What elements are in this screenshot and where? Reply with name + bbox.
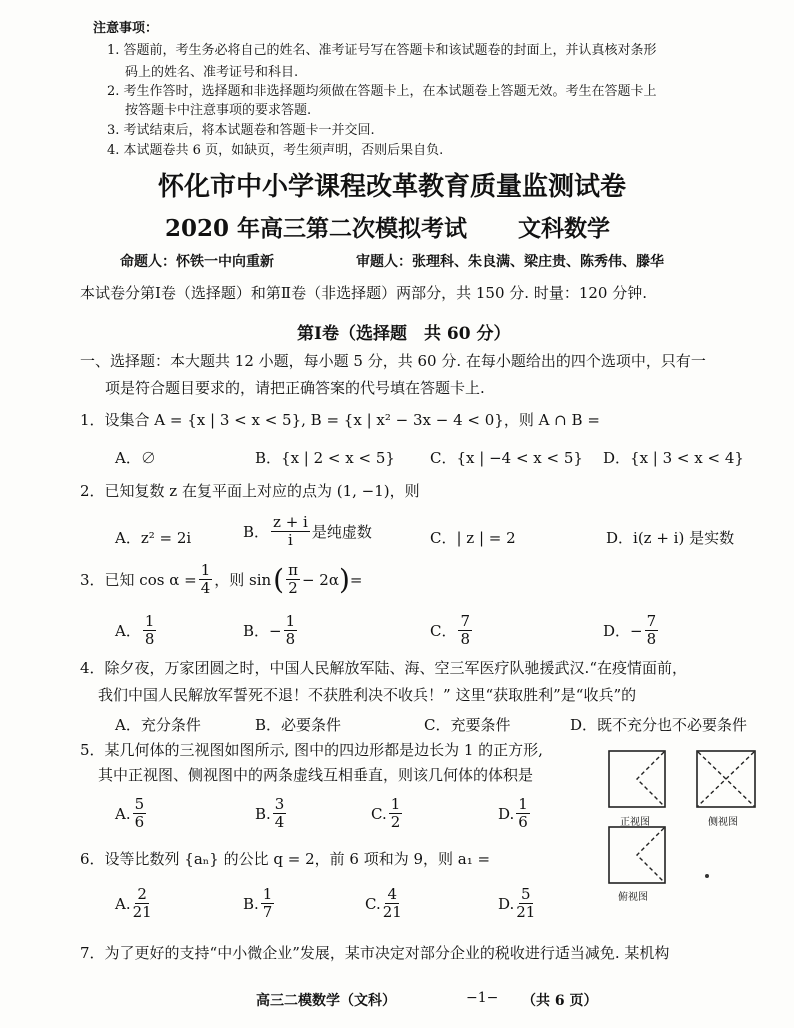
option-label: A． [115,622,141,641]
denominator: 8 [460,630,471,649]
numerator: 1 [144,612,155,630]
q4-option-d: D．既不充分也不必要条件 [570,716,748,734]
q3-post: − 2α [301,570,339,589]
q3-pi-fraction [286,562,300,598]
denominator: 6 [518,813,528,832]
option-fraction [143,613,157,649]
option-label: D. [498,894,515,913]
numerator: 2 [137,885,147,903]
reviewers: 审题人：张理科、朱良满、梁庄贵、陈秀伟、滕华 [356,254,664,270]
option-fraction [383,886,402,922]
denominator: 2 [288,579,298,598]
numerator: 5 [134,795,145,813]
q6-option-a [115,886,154,922]
side-view-label: 侧视图 [708,817,738,828]
option-label: B. [255,804,271,823]
q4-option-a: A．充分条件 [115,716,201,734]
question-1-stem: 1．设集合 A = {x | 3 < x < 5}, B = {x | x² − 3x − 4 < 0}，则 A ∩ B = [80,411,600,429]
numerator: π [288,561,298,579]
question-5-line: 5．某几何体的三视图如图所示, 图中的四边形都是边长为 1 的正方形, [80,741,543,759]
q3-option-c [430,613,474,649]
option-fraction [458,613,472,649]
denominator: 8 [144,630,155,649]
denominator: 21 [382,903,402,922]
q2-option-a: A．z² = 2i [115,529,192,547]
q1-option-a: A．∅ [115,449,156,467]
option-fraction [516,886,535,922]
option-label: D．− [603,622,643,641]
question-3-stem [80,562,363,598]
numerator: 5 [521,885,531,903]
denominator: 21 [132,903,152,922]
option-fraction [133,886,152,922]
q3-mid: ，则 sin [214,571,272,590]
notice-item: 1. 答题前，考生务必将自己的姓名、准考证号写在答题卡和该试题卷的封面上，并认真核对条形 [107,43,657,58]
q3-option-a [115,613,158,649]
q6-option-b [243,886,276,922]
numerator: 1 [390,795,401,813]
numerator: 7 [646,612,657,630]
option-label: A. [115,804,131,823]
denominator: 7 [262,903,273,922]
notice-item: 按答题卡中注意事项的要求答题. [125,103,312,118]
numerator: 3 [274,795,285,813]
q4-option-c: C．充要条件 [424,716,511,734]
footer-page: −1− [466,990,499,1006]
footer-total: （共 6 页） [522,993,598,1009]
option-fraction [273,796,287,832]
denominator: 8 [646,630,657,649]
option-fraction [645,613,659,649]
top-view-figure [608,826,666,884]
q3-option-b [243,613,299,649]
option-label: B．− [243,622,282,641]
numerator: z + i [273,513,308,531]
part-title: 第Ⅰ卷（选择题 共 60 分） [297,324,511,344]
option-fraction [389,796,403,832]
option-label: B. [243,894,259,913]
question-2-stem: 2．已知复数 z 在复平面上对应的点为 (1, −1)，则 [80,482,420,500]
denominator: 8 [285,630,296,649]
q6-option-c [365,886,404,922]
q2-option-b-label: B． [243,523,270,542]
q3-pre: 3．已知 cos α = [80,571,197,590]
numerator: 4 [387,885,398,903]
front-view-figure [608,750,666,808]
speck [705,874,709,878]
q1-option-c: C．{x | −4 < x < 5} [430,449,583,467]
left-paren: ( [273,562,285,596]
question-5-line: 其中正视图、侧视图中的两条虚线互相垂直，则该几何体的体积是 [98,766,534,784]
notice-item: 码上的姓名、准考证号和科目. [125,65,299,80]
denominator: 4 [200,579,211,598]
q3-fraction [199,562,213,598]
exam-subject: 文科数学 [518,215,610,242]
option-label: A. [115,894,131,913]
question-4-line: 我们中国人民解放军誓死不退！不获胜利决不收兵！” 这里“获取胜利”是“收兵”的 [98,686,637,704]
option-label: D. [498,804,515,823]
denominator: i [288,531,293,550]
q2-option-b-fraction [271,514,310,550]
denominator: 21 [516,903,536,922]
q4-option-b: B．必要条件 [255,716,342,734]
right-paren: ) [338,562,350,596]
notice-item: 4. 本试题卷共 6 页，如缺页，考生须声明，否则后果自负. [107,143,444,158]
numerator: 1 [285,612,296,630]
option-fraction [261,886,275,922]
q3-option-d [603,613,660,649]
section-instructions: 一、选择题：本大题共 12 小题，每小题 5 分，共 60 分. 在每小题给出的四个选项中，只有一 [80,352,706,370]
section-instructions: 项是符合题目要求的，请把正确答案的代号填在答题卡上. [105,379,485,397]
question-6-stem: 6．设等比数列 {aₙ} 的公比 q = 2，前 6 项和为 9，则 a₁ = [80,850,491,868]
option-label: C. [365,894,381,913]
side-view-figure [696,750,756,808]
option-fraction [284,613,298,649]
q2-option-b-text: 是纯虚数 [311,523,372,542]
notice-item: 3. 考试结束后，将本试题卷和答题卡一并交回. [107,123,375,138]
numerator: 1 [518,795,528,813]
q5-option-a [115,796,148,832]
q2-option-c: C．| z | = 2 [430,529,516,547]
q2-option-d: D．i(z + i) 是实数 [606,529,735,547]
exam-subtitle: 2020 年高三第二次模拟考试 [165,215,468,242]
option-label: C. [371,804,387,823]
q2-option-b [243,514,372,550]
exam-title: 怀化市中小学课程改革教育质量监测试卷 [158,172,627,202]
numerator: 1 [200,561,211,579]
authors: 命题人：怀铁一中向重新 [120,254,274,270]
q5-option-b [255,796,288,832]
q1-option-d: D．{x | 3 < x < 4} [603,449,744,467]
q5-option-c [371,796,404,832]
option-label: C． [430,622,457,641]
q5-option-d [498,796,532,832]
question-7-line: 7．为了更好的支持“中小微企业”发展，某市决定对部分企业的税收进行适当减免. 某机构 [80,944,670,962]
q6-option-d [498,886,537,922]
top-view-label: 俯视图 [618,892,648,903]
front-view-label: 正视图 [620,817,650,828]
notice-item: 2. 考生作答时，选择题和非选择题均须做在答题卡上，在本试题卷上答题无效。考生在答题卡上 [107,84,657,99]
denominator: 4 [274,813,285,832]
option-fraction [516,796,530,832]
option-fraction [133,796,147,832]
notice-title: 注意事项： [93,21,159,36]
exam-intro: 本试卷分第Ⅰ卷（选择题）和第Ⅱ卷（非选择题）两部分，共 150 分. 时量：120 分钟. [80,284,647,302]
q3-eq: = [349,570,363,589]
denominator: 6 [134,813,145,832]
numerator: 7 [460,612,471,630]
footer-label: 高三二模数学（文科） [256,993,396,1009]
numerator: 1 [262,885,273,903]
q1-option-b: B．{x | 2 < x < 5} [255,449,395,467]
denominator: 2 [390,813,401,832]
question-4-line: 4．除夕夜，万家团圆之时，中国人民解放军陆、海、空三军医疗队驰援武汉.“在疫情面前， [80,659,687,677]
